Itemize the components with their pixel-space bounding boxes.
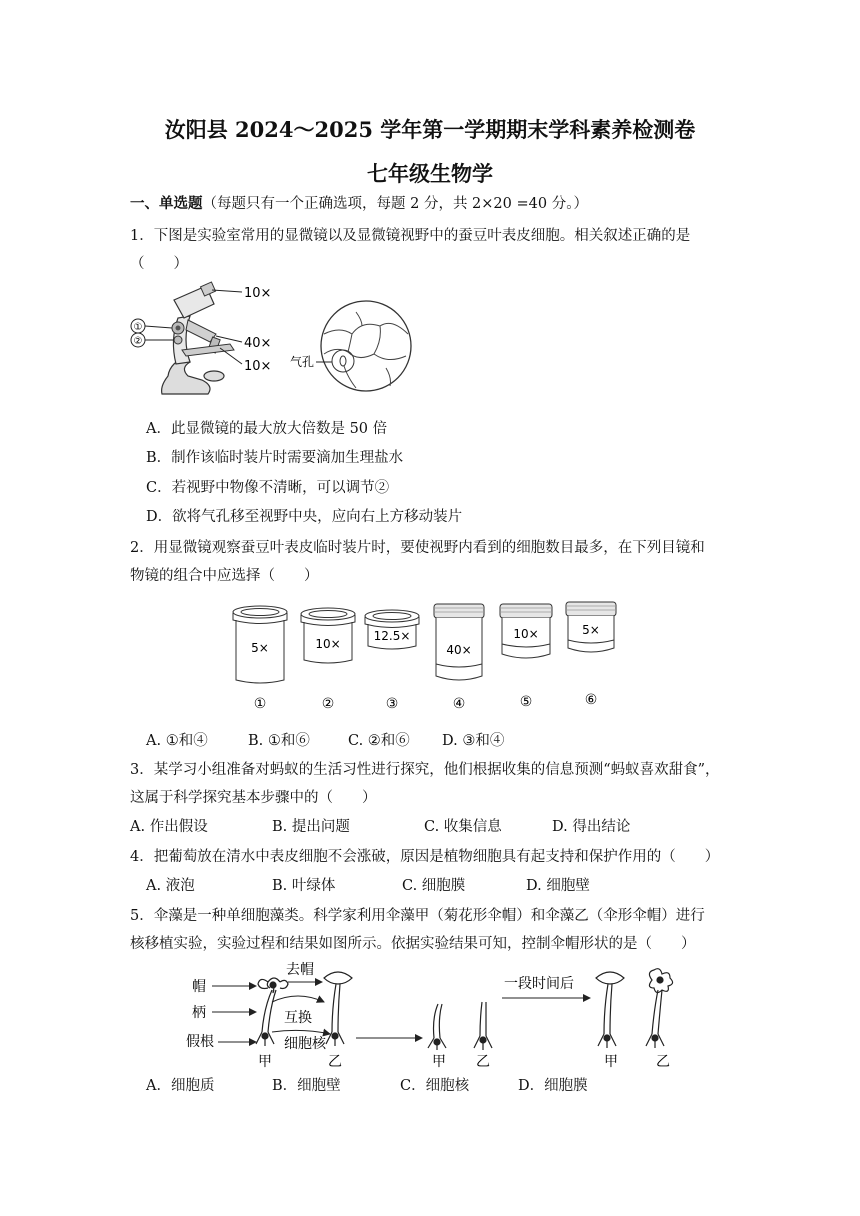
lens-1-mag: 5×: [251, 641, 269, 655]
label-after: 一段时间后: [504, 976, 574, 992]
label-eyepiece: 10×: [244, 286, 272, 301]
label-yi-1: 乙: [328, 1054, 342, 1070]
section-heading: [130, 194, 588, 214]
q3-option-d[interactable]: D. 得出结论: [552, 819, 631, 835]
lens-1: [233, 606, 287, 712]
q1-option-b[interactable]: B．制作该临时装片时需要滴加生理盐水: [146, 450, 404, 466]
q1-stem-line2: （ ）: [130, 256, 188, 272]
q4-stem: 4．把葡萄放在清水中表皮细胞不会涨破，原因是植物细胞具有起支持和保护作用的（ ）: [130, 849, 720, 865]
label-rhizoid: 假根: [186, 1034, 214, 1050]
q2-option-c[interactable]: C. ②和⑥: [348, 733, 410, 749]
label-yi-2: 乙: [476, 1054, 490, 1070]
exam-title: 汝阳县 2024～2025 学年第一学期期末学科素养检测卷: [164, 117, 696, 142]
q2-option-a[interactable]: A. ①和④: [146, 733, 208, 749]
q4-option-b[interactable]: B. 叶绿体: [272, 878, 336, 894]
acetabularia-figure: [176, 958, 696, 1073]
q1-stem-line1: 1．下图是实验室常用的显微镜以及显微镜视野中的蚕豆叶表皮细胞。相关叙述正确的是: [130, 228, 691, 244]
label-objective-low: 10×: [244, 359, 272, 374]
q3-option-c[interactable]: C. 收集信息: [424, 819, 502, 835]
label-remove-cap: 去帽: [286, 962, 314, 978]
label-stoma: 气孔: [290, 355, 315, 369]
q3-stem-line2: 这属于科学探究基本步骤中的（ ）: [130, 790, 377, 806]
lens-5: [500, 604, 552, 710]
q1-option-a[interactable]: A．此显微镜的最大放大倍数是 50 倍: [146, 421, 388, 437]
q4-option-d[interactable]: D. 细胞壁: [526, 878, 590, 894]
lens-6: [566, 602, 616, 708]
lens-6-mag: 5×: [582, 623, 600, 637]
label-jia-1: 甲: [258, 1054, 272, 1070]
q4-option-c[interactable]: C. 细胞膜: [402, 878, 466, 894]
label-yi-3: 乙: [656, 1054, 670, 1070]
q2-stem-line1: 2．用显微镜观察蚕豆叶表皮临时装片时，要使视野内看到的细胞数目最多，在下列目镜和: [130, 540, 705, 556]
q5-option-a[interactable]: A．细胞质: [146, 1078, 215, 1094]
label-objective-high: 40×: [244, 336, 272, 351]
q5-option-b[interactable]: B．细胞壁: [272, 1078, 341, 1094]
lens-4-mag: 40×: [446, 643, 472, 657]
q1-option-c[interactable]: C．若视野中物像不清晰，可以调节②: [146, 480, 390, 496]
q2-stem-line2: 物镜的组合中应选择（ ）: [130, 568, 319, 584]
label-m2: ②: [133, 336, 143, 347]
q2-option-b[interactable]: B. ①和⑥: [248, 733, 310, 749]
label-nucleus: 细胞核: [284, 1036, 326, 1052]
q1-option-d[interactable]: D．欲将气孔移至视野中央，应向右上方移动装片: [146, 509, 463, 525]
label-m1: ①: [133, 322, 143, 333]
label-stalk: 柄: [192, 1005, 206, 1021]
lens-4: [434, 604, 484, 712]
label-jia-2: 甲: [432, 1054, 446, 1070]
q4-option-a[interactable]: A. 液泡: [146, 878, 195, 894]
lens-3-mag: 12.5×: [373, 629, 411, 643]
q3-stem-line1: 3．某学习小组准备对蚂蚁的生活习性进行探究，他们根据收集的信息预测“蚂蚁喜欢甜食”，: [130, 762, 720, 778]
label-cap: 帽: [192, 979, 206, 995]
exam-subtitle: 七年级生物学: [367, 161, 493, 186]
lens-2-num: ②: [321, 696, 335, 712]
q2-option-d[interactable]: D. ③和④: [442, 733, 505, 749]
lens-2: [301, 608, 355, 712]
section-label: 一、单选题: [130, 195, 203, 212]
label-exchange: 互换: [284, 1010, 312, 1026]
section-note: （每题只有一个正确选项，每题 2 分，共 2×20 =40 分。）: [202, 196, 588, 212]
lens-4-num: ④: [452, 696, 466, 712]
q5-stem-line1: 5．伞藻是一种单细胞藻类。科学家利用伞藻甲（菊花形伞帽）和伞藻乙（伞形伞帽）进行: [130, 908, 705, 924]
label-jia-3: 甲: [604, 1054, 618, 1070]
q3-option-a[interactable]: A. 作出假设: [130, 819, 208, 835]
q5-stem-line2: 核移植实验，实验过程和结果如图所示。依据实验结果可知，控制伞帽形状的是（ ）: [130, 936, 696, 952]
q3-option-b[interactable]: B. 提出问题: [272, 819, 350, 835]
lens-3: [365, 610, 419, 712]
lenses-figure: [230, 600, 640, 715]
lens-6-num: ⑥: [584, 692, 598, 708]
lens-5-num: ⑤: [519, 694, 533, 710]
q5-option-c[interactable]: C．细胞核: [400, 1078, 470, 1094]
lens-2-mag: 10×: [315, 637, 341, 651]
microscope-figure: [130, 282, 430, 402]
lens-1-num: ①: [253, 696, 267, 712]
lens-5-mag: 10×: [513, 627, 539, 641]
lens-3-num: ③: [385, 696, 399, 712]
q5-option-d[interactable]: D．细胞膜: [518, 1078, 588, 1094]
